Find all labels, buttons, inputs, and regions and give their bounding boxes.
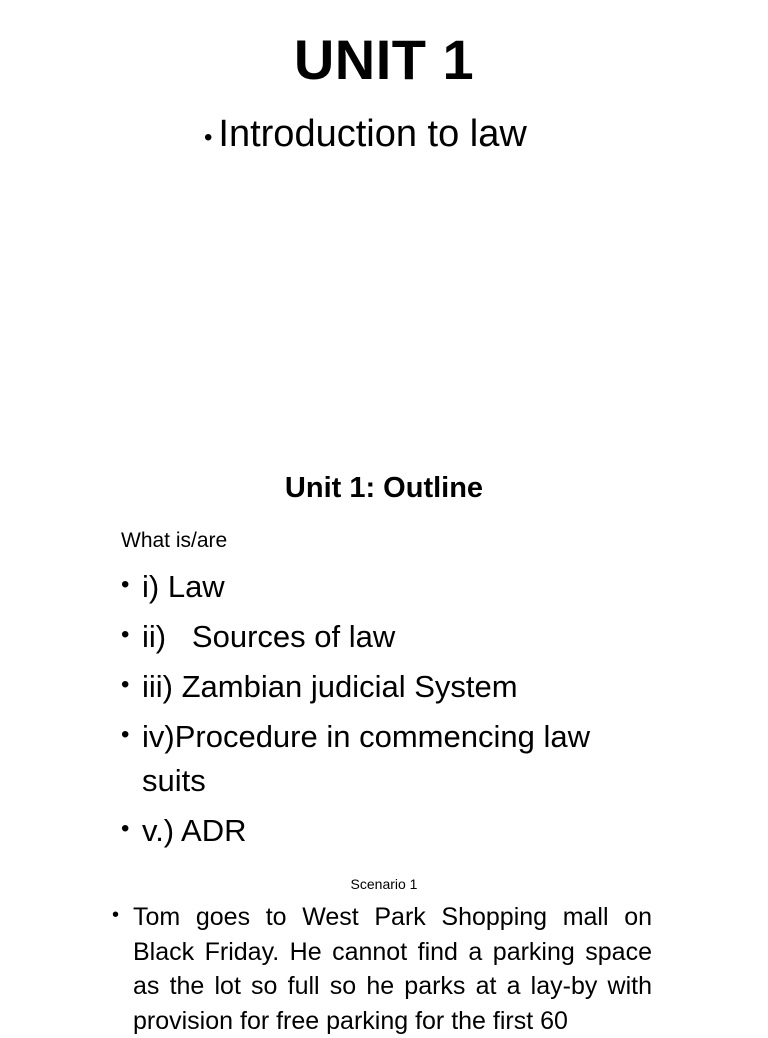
bullet-icon: • [112,904,120,926]
intro-text: What is/are [121,529,228,552]
list-item [121,809,641,853]
slide-title: Unit 1: Outline [284,472,484,504]
bullet-icon: • [121,815,130,842]
slide-unit-1 [0,0,768,440]
list-item [121,665,641,709]
list-item-text: ii) Sources of law [142,619,396,654]
bullet-icon: • [121,721,130,748]
list-item-text: iv)Procedure in commencing law suits [142,719,590,798]
list-item-text: v.) ADR [142,813,247,848]
bullet-icon: • [121,571,130,598]
list-item-text: iii) Zambian judicial System [142,669,518,704]
slide-title: UNIT 1 [293,28,475,91]
bullet-icon: • [121,621,130,648]
outline-list [121,565,641,859]
list-item [121,615,641,659]
bullet-icon: • [204,124,213,151]
list-item [121,565,641,609]
scenario-text: Tom goes to West Park Shopping mall on Black Friday. He cannot find a parking space as the lot so full so he parks at a lay-by with provision for free parking for the first 60 [133,903,652,1035]
bullet-icon: • [121,671,130,698]
bullet-text: Introduction to law [218,113,527,155]
slide-scenario [0,865,768,1035]
list-item-text: i) Law [142,569,225,604]
list-item [121,715,641,803]
slide-bullet [204,112,527,156]
slide-outline [0,455,768,865]
slide-title: Scenario 1 [350,876,418,892]
scenario-paragraph [112,900,652,1038]
